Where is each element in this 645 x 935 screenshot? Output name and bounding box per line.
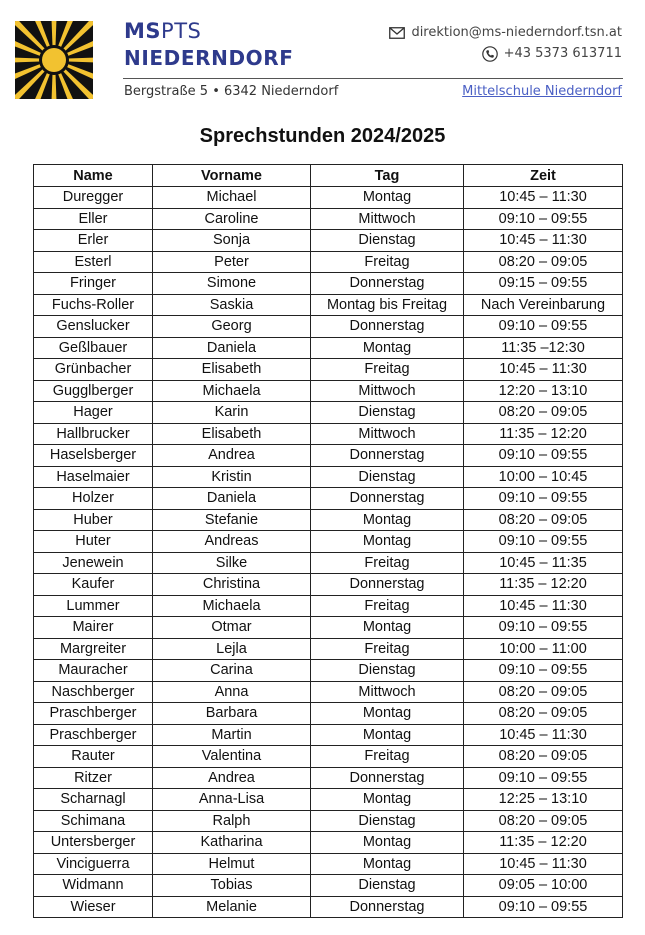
cell-day: Montag bis Freitag (311, 294, 464, 316)
cell-time: 09:05 – 10:00 (464, 875, 623, 897)
cell-name: Erler (34, 230, 153, 252)
cell-day: Montag (311, 724, 464, 746)
cell-name: Untersberger (34, 832, 153, 854)
cell-name: Margreiter (34, 638, 153, 660)
cell-name: Kaufer (34, 574, 153, 596)
cell-first-name: Michaela (153, 380, 311, 402)
cell-day: Montag (311, 509, 464, 531)
table-row (34, 445, 623, 467)
cell-day: Freitag (311, 638, 464, 660)
cell-day: Donnerstag (311, 767, 464, 789)
cell-time: 10:45 – 11:30 (464, 724, 623, 746)
table-row (34, 552, 623, 574)
cell-first-name: Andrea (153, 767, 311, 789)
cell-time: 09:10 – 09:55 (464, 445, 623, 467)
cell-day: Montag (311, 337, 464, 359)
cell-time: 10:45 – 11:30 (464, 359, 623, 381)
cell-name: Fringer (34, 273, 153, 295)
table-row (34, 767, 623, 789)
cell-name: Wieser (34, 896, 153, 918)
envelope-icon (389, 27, 405, 39)
table-row (34, 208, 623, 230)
cell-time: 09:15 – 09:55 (464, 273, 623, 295)
cell-first-name: Barbara (153, 703, 311, 725)
cell-name: Lummer (34, 595, 153, 617)
cell-time: 11:35 – 12:20 (464, 832, 623, 854)
cell-name: Fuchs-Roller (34, 294, 153, 316)
cell-day: Freitag (311, 595, 464, 617)
cell-first-name: Kristin (153, 466, 311, 488)
cell-name: Ritzer (34, 767, 153, 789)
column-header-name: Name (34, 165, 153, 187)
cell-day: Montag (311, 832, 464, 854)
cell-first-name: Silke (153, 552, 311, 574)
table-row (34, 316, 623, 338)
cell-time: 10:45 – 11:30 (464, 230, 623, 252)
cell-time: 10:45 – 11:30 (464, 187, 623, 209)
cell-name: Scharnagl (34, 789, 153, 811)
cell-time: 10:45 – 11:30 (464, 853, 623, 875)
cell-time: 10:45 – 11:30 (464, 595, 623, 617)
cell-name: Genslucker (34, 316, 153, 338)
cell-time: 09:10 – 09:55 (464, 531, 623, 553)
cell-first-name: Caroline (153, 208, 311, 230)
table-row (34, 574, 623, 596)
cell-day: Montag (311, 789, 464, 811)
table-row (34, 466, 623, 488)
cell-day: Dienstag (311, 875, 464, 897)
cell-day: Montag (311, 187, 464, 209)
cell-name: Naschberger (34, 681, 153, 703)
cell-day: Dienstag (311, 466, 464, 488)
letterhead (0, 0, 645, 110)
cell-time: 10:45 – 11:35 (464, 552, 623, 574)
cell-name: Rauter (34, 746, 153, 768)
cell-day: Freitag (311, 359, 464, 381)
cell-time: 09:10 – 09:55 (464, 660, 623, 682)
cell-day: Dienstag (311, 230, 464, 252)
cell-first-name: Andrea (153, 445, 311, 467)
cell-day: Dienstag (311, 660, 464, 682)
table-row (34, 273, 623, 295)
column-header-first-name: Vorname (153, 165, 311, 187)
table-row (34, 746, 623, 768)
cell-time: 10:00 – 11:00 (464, 638, 623, 660)
table-row (34, 896, 623, 918)
cell-first-name: Lejla (153, 638, 311, 660)
table-row (34, 853, 623, 875)
website-link[interactable]: Mittelschule Niederndorf (462, 84, 622, 99)
cell-day: Donnerstag (311, 316, 464, 338)
cell-first-name: Georg (153, 316, 311, 338)
cell-first-name: Elisabeth (153, 359, 311, 381)
cell-name: Duregger (34, 187, 153, 209)
cell-first-name: Elisabeth (153, 423, 311, 445)
cell-time: 09:10 – 09:55 (464, 316, 623, 338)
table-row (34, 595, 623, 617)
cell-name: Gugglberger (34, 380, 153, 402)
table-row (34, 617, 623, 639)
cell-time: 09:10 – 09:55 (464, 767, 623, 789)
office-hours-table (33, 164, 623, 918)
column-header-day: Tag (311, 165, 464, 187)
table-row (34, 789, 623, 811)
table-row (34, 810, 623, 832)
cell-first-name: Saskia (153, 294, 311, 316)
cell-first-name: Anna (153, 681, 311, 703)
cell-name: Haselmaier (34, 466, 153, 488)
cell-first-name: Katharina (153, 832, 311, 854)
cell-time: 10:00 – 10:45 (464, 466, 623, 488)
cell-first-name: Andreas (153, 531, 311, 553)
cell-time: 08:20 – 09:05 (464, 509, 623, 531)
cell-name: Huter (34, 531, 153, 553)
phone-text: +43 5373 613711 (503, 46, 622, 61)
table-row (34, 187, 623, 209)
cell-name: Mairer (34, 617, 153, 639)
cell-time: 09:10 – 09:55 (464, 617, 623, 639)
table-row (34, 337, 623, 359)
column-header-time: Zeit (464, 165, 623, 187)
header-divider (123, 78, 623, 79)
table-row (34, 638, 623, 660)
table-row (34, 875, 623, 897)
table-row (34, 230, 623, 252)
table-row (34, 423, 623, 445)
table-row (34, 509, 623, 531)
cell-name: Esterl (34, 251, 153, 273)
contact-phone[interactable] (482, 46, 622, 62)
cell-name: Vinciguerra (34, 853, 153, 875)
school-abbreviation: MSPTS (124, 19, 202, 43)
table-row (34, 531, 623, 553)
cell-name: Praschberger (34, 703, 153, 725)
email-text: direktion@ms-niederndorf.tsn.at (411, 25, 622, 40)
cell-day: Montag (311, 853, 464, 875)
cell-name: Haselsberger (34, 445, 153, 467)
cell-first-name: Carina (153, 660, 311, 682)
table-row (34, 832, 623, 854)
cell-day: Mittwoch (311, 423, 464, 445)
cell-first-name: Tobias (153, 875, 311, 897)
cell-day: Dienstag (311, 810, 464, 832)
cell-first-name: Sonja (153, 230, 311, 252)
cell-time: 08:20 – 09:05 (464, 681, 623, 703)
cell-time: 08:20 – 09:05 (464, 810, 623, 832)
cell-time: 11:35 – 12:20 (464, 423, 623, 445)
cell-first-name: Daniela (153, 488, 311, 510)
table-row (34, 724, 623, 746)
sun-logo-icon (15, 21, 93, 99)
cell-day: Mittwoch (311, 208, 464, 230)
cell-first-name: Michaela (153, 595, 311, 617)
cell-day: Montag (311, 703, 464, 725)
cell-first-name: Karin (153, 402, 311, 424)
table-row (34, 380, 623, 402)
school-address: Bergstraße 5 • 6342 Niederndorf (124, 84, 339, 99)
cell-time: 11:35 –12:30 (464, 337, 623, 359)
table-row (34, 488, 623, 510)
cell-first-name: Christina (153, 574, 311, 596)
cell-time: 08:20 – 09:05 (464, 746, 623, 768)
table-body (34, 187, 623, 918)
cell-time: 09:10 – 09:55 (464, 896, 623, 918)
table-row (34, 681, 623, 703)
cell-name: Mauracher (34, 660, 153, 682)
cell-time: 09:10 – 09:55 (464, 208, 623, 230)
table-row (34, 251, 623, 273)
cell-first-name: Helmut (153, 853, 311, 875)
page-title: Sprechstunden 2024/2025 (199, 125, 446, 147)
cell-time: 12:25 – 13:10 (464, 789, 623, 811)
cell-day: Dienstag (311, 402, 464, 424)
table-header-row (34, 165, 623, 187)
cell-name: Jenewein (34, 552, 153, 574)
cell-name: Huber (34, 509, 153, 531)
cell-name: Holzer (34, 488, 153, 510)
school-name: NIEDERNDORF (124, 46, 294, 70)
cell-time: 12:20 – 13:10 (464, 380, 623, 402)
cell-first-name: Melanie (153, 896, 311, 918)
cell-time: 08:20 – 09:05 (464, 402, 623, 424)
cell-name: Widmann (34, 875, 153, 897)
cell-first-name: Martin (153, 724, 311, 746)
table-row (34, 703, 623, 725)
cell-first-name: Daniela (153, 337, 311, 359)
cell-day: Mittwoch (311, 681, 464, 703)
cell-day: Montag (311, 531, 464, 553)
cell-first-name: Anna-Lisa (153, 789, 311, 811)
cell-day: Freitag (311, 251, 464, 273)
cell-first-name: Valentina (153, 746, 311, 768)
table-row (34, 359, 623, 381)
cell-day: Montag (311, 617, 464, 639)
cell-day: Donnerstag (311, 273, 464, 295)
cell-day: Donnerstag (311, 445, 464, 467)
cell-name: Eller (34, 208, 153, 230)
cell-day: Donnerstag (311, 896, 464, 918)
cell-first-name: Simone (153, 273, 311, 295)
cell-name: Schimana (34, 810, 153, 832)
cell-first-name: Peter (153, 251, 311, 273)
cell-time: 09:10 – 09:55 (464, 488, 623, 510)
table-row (34, 660, 623, 682)
phone-icon (482, 46, 498, 62)
cell-day: Donnerstag (311, 488, 464, 510)
contact-email[interactable] (389, 25, 622, 41)
cell-day: Donnerstag (311, 574, 464, 596)
cell-time: 08:20 – 09:05 (464, 703, 623, 725)
cell-first-name: Ralph (153, 810, 311, 832)
cell-first-name: Otmar (153, 617, 311, 639)
cell-first-name: Michael (153, 187, 311, 209)
cell-name: Praschberger (34, 724, 153, 746)
table-row (34, 402, 623, 424)
cell-name: Grünbacher (34, 359, 153, 381)
cell-time: 08:20 – 09:05 (464, 251, 623, 273)
cell-name: Geßlbauer (34, 337, 153, 359)
cell-day: Freitag (311, 552, 464, 574)
cell-day: Mittwoch (311, 380, 464, 402)
table-row (34, 294, 623, 316)
cell-name: Hager (34, 402, 153, 424)
cell-name: Hallbrucker (34, 423, 153, 445)
cell-time: 11:35 – 12:20 (464, 574, 623, 596)
cell-time: Nach Vereinbarung (464, 294, 623, 316)
cell-day: Freitag (311, 746, 464, 768)
cell-first-name: Stefanie (153, 509, 311, 531)
